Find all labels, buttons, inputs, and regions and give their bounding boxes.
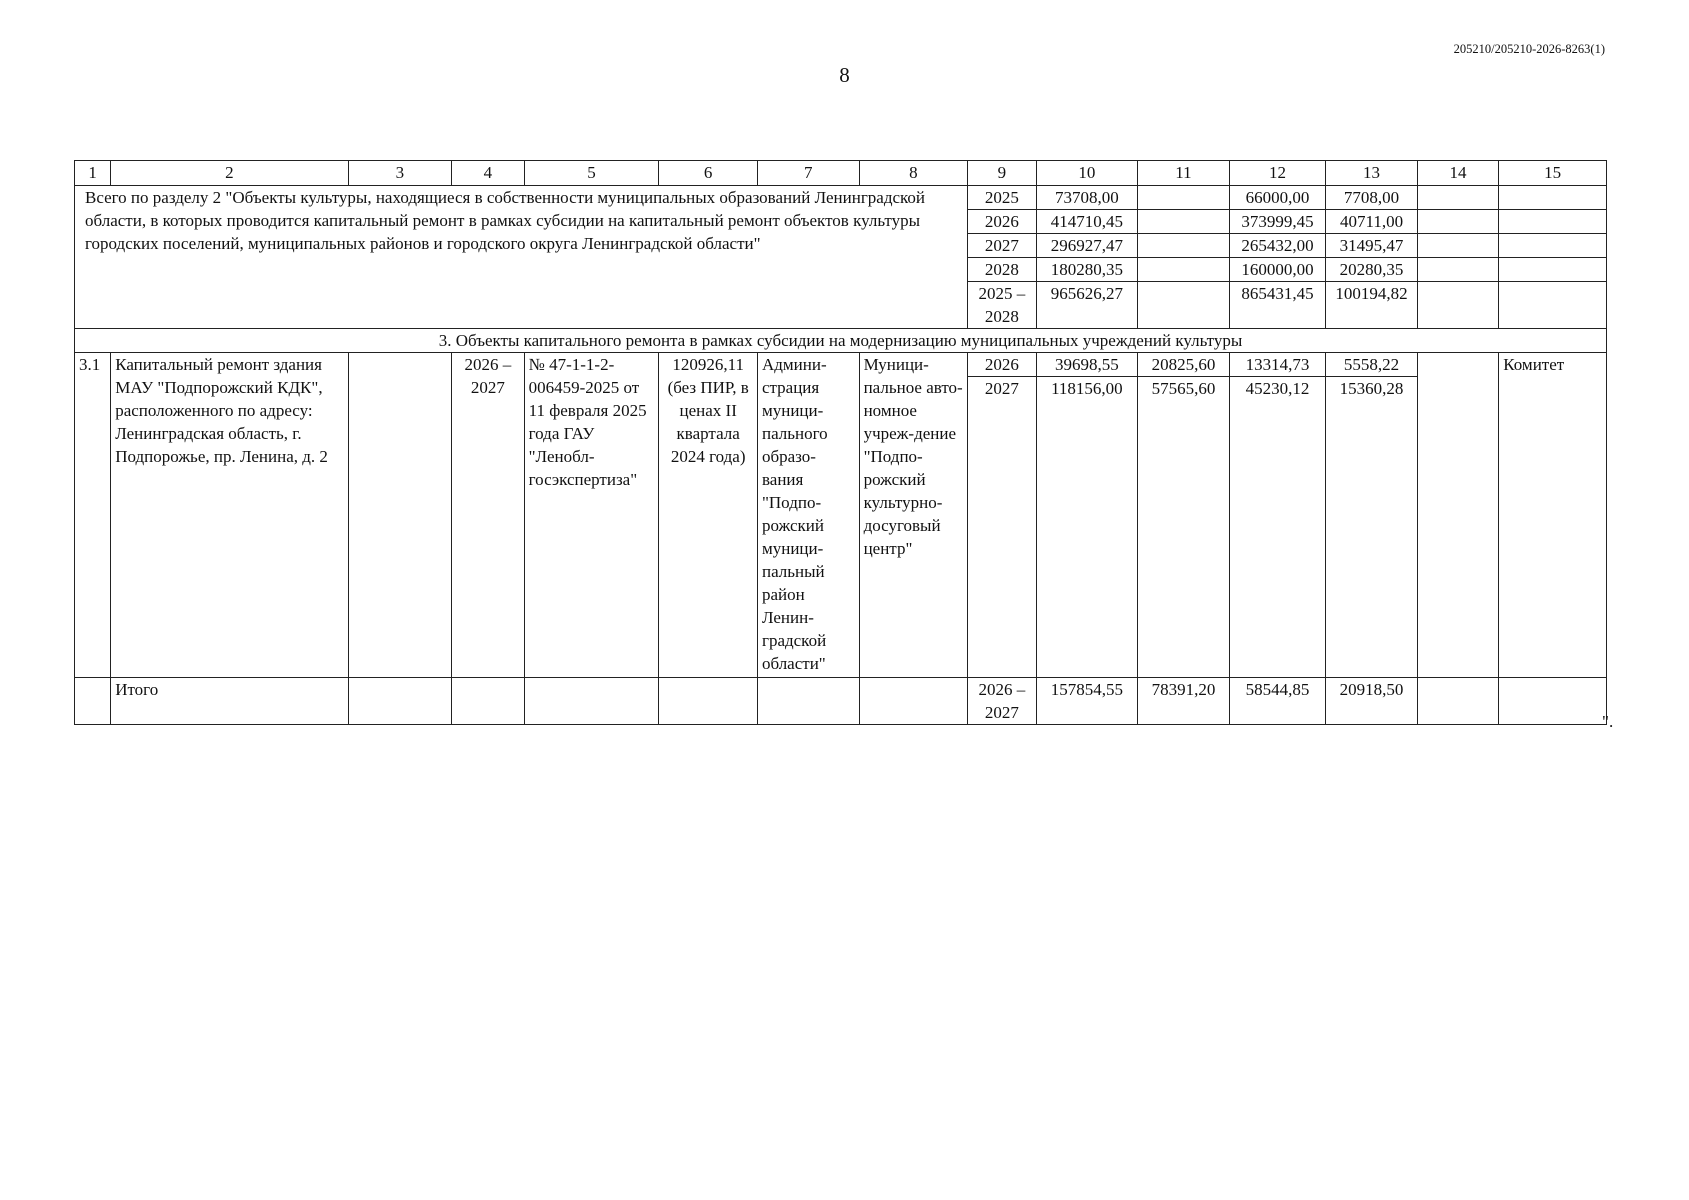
column-number: 4 [452, 161, 524, 186]
amount-cell: 20280,35 [1326, 258, 1418, 282]
item-cost: 120926,11 (без ПИР, в ценах II квартала 2024 года) [659, 353, 758, 678]
amount-cell: 265432,00 [1229, 234, 1326, 258]
amount-cell [1138, 234, 1230, 258]
column-number: 12 [1229, 161, 1326, 186]
empty-cell [1499, 234, 1607, 258]
empty-cell [1417, 678, 1498, 725]
closing-quote-mark: ". [1602, 712, 1614, 731]
budget-table [74, 160, 1607, 725]
amount-cell: 57565,60 [1138, 377, 1230, 678]
amount-cell: 15360,28 [1326, 377, 1418, 678]
amount-cell [1138, 282, 1230, 329]
empty-cell [75, 678, 111, 725]
column-number: 11 [1138, 161, 1230, 186]
amount-cell: 865431,45 [1229, 282, 1326, 329]
column-number: 2 [111, 161, 348, 186]
page-number: 8 [839, 63, 850, 87]
amount-cell: 40711,00 [1326, 210, 1418, 234]
item-name: Капитальный ремонт здания МАУ "Подпорожский КДК", расположенного по адресу: Ленинградская область, г. Подпорожье, пр. Ленина, д. 2 [111, 353, 348, 678]
column-number: 10 [1036, 161, 1138, 186]
empty-cell [524, 678, 659, 725]
column-number: 1 [75, 161, 111, 186]
amount-cell: 20918,50 [1326, 678, 1418, 725]
column-number: 9 [968, 161, 1036, 186]
column-number: 14 [1417, 161, 1498, 186]
year-cell: 2028 [968, 258, 1036, 282]
year-cell: 2026 [968, 210, 1036, 234]
amount-cell: 20825,60 [1138, 353, 1230, 377]
amount-cell: 66000,00 [1229, 186, 1326, 210]
amount-cell: 118156,00 [1036, 377, 1138, 678]
item-row [75, 353, 1607, 377]
item-col14 [1417, 353, 1498, 678]
amount-cell: 100194,82 [1326, 282, 1418, 329]
column-number-row [75, 161, 1607, 186]
year-cell: 2025 [968, 186, 1036, 210]
amount-cell: 373999,45 [1229, 210, 1326, 234]
empty-cell [452, 678, 524, 725]
column-number: 3 [348, 161, 452, 186]
amount-cell: 7708,00 [1326, 186, 1418, 210]
empty-cell [1499, 210, 1607, 234]
amount-cell: 78391,20 [1138, 678, 1230, 725]
empty-cell [348, 678, 452, 725]
amount-cell: 5558,22 [1326, 353, 1418, 377]
item-number: 3.1 [75, 353, 111, 678]
column-number: 5 [524, 161, 659, 186]
total-label: Итого [111, 678, 348, 725]
empty-cell [757, 678, 859, 725]
year-cell: 2025 – 2028 [968, 282, 1036, 329]
amount-cell: 73708,00 [1036, 186, 1138, 210]
year-cell: 2027 [968, 377, 1036, 678]
column-number: 7 [757, 161, 859, 186]
item-expertise: № 47-1-1-2-006459-2025 от 11 февраля 2025 года ГАУ "Ленобл-госэкспертиза" [524, 353, 659, 678]
column-number: 6 [659, 161, 758, 186]
amount-cell: 31495,47 [1326, 234, 1418, 258]
item-col3 [348, 353, 452, 678]
column-number: 8 [859, 161, 968, 186]
amount-cell: 296927,47 [1036, 234, 1138, 258]
item-recipient: Муници-пальное авто-номное учреж-дение "Подпо-рожский культурно-досуговый центр" [859, 353, 968, 678]
total-row [75, 678, 1607, 725]
amount-cell: 160000,00 [1229, 258, 1326, 282]
amount-cell: 58544,85 [1229, 678, 1326, 725]
item-customer: Админи-страция муници-пального образо-вания "Подпо-рожский муници-пальный район Ленин-градской области" [757, 353, 859, 678]
amount-cell: 414710,45 [1036, 210, 1138, 234]
amount-cell [1138, 186, 1230, 210]
year-cell: 2026 – 2027 [968, 678, 1036, 725]
empty-cell [659, 678, 758, 725]
empty-cell [859, 678, 968, 725]
amount-cell [1138, 258, 1230, 282]
item-executor: Комитет [1499, 353, 1607, 678]
column-number: 13 [1326, 161, 1418, 186]
empty-cell [1417, 234, 1498, 258]
amount-cell: 965626,27 [1036, 282, 1138, 329]
amount-cell: 157854,55 [1036, 678, 1138, 725]
amount-cell: 180280,35 [1036, 258, 1138, 282]
section2-total-row [75, 186, 1607, 210]
section2-total-label: Всего по разделу 2 "Объекты культуры, находящиеся в собственности муниципальных образований Ленинградской области, в которых проводится капитальный ремонт в рамках субсидии на капитальный ремонт объектов культуры городских поселений, муниципальных районов и городского округа Ленинградской области" [75, 186, 968, 329]
empty-cell [1499, 282, 1607, 329]
empty-cell [1499, 186, 1607, 210]
empty-cell [1499, 678, 1607, 725]
section3-title: 3. Объекты капитального ремонта в рамках субсидии на модернизацию муниципальных учреждений культуры [75, 329, 1607, 353]
amount-cell [1138, 210, 1230, 234]
document-id: 205210/205210-2026-8263(1) [1453, 42, 1605, 56]
section3-title-row [75, 329, 1607, 353]
year-cell: 2027 [968, 234, 1036, 258]
empty-cell [1417, 258, 1498, 282]
empty-cell [1499, 258, 1607, 282]
year-cell: 2026 [968, 353, 1036, 377]
empty-cell [1417, 282, 1498, 329]
column-number: 15 [1499, 161, 1607, 186]
amount-cell: 45230,12 [1229, 377, 1326, 678]
amount-cell: 39698,55 [1036, 353, 1138, 377]
empty-cell [1417, 210, 1498, 234]
item-period: 2026 – 2027 [452, 353, 524, 678]
empty-cell [1417, 186, 1498, 210]
amount-cell: 13314,73 [1229, 353, 1326, 377]
